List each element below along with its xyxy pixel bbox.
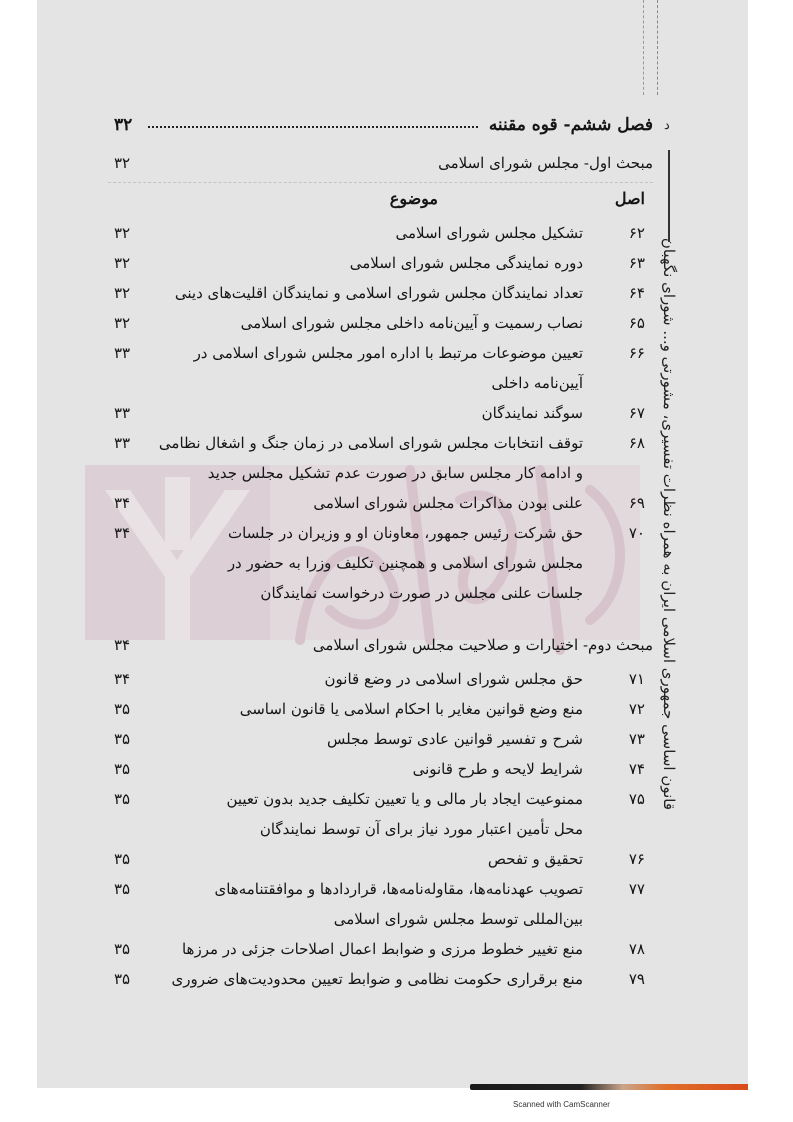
margin-rule xyxy=(657,0,659,95)
entry-subject: سوگند نمایندگان xyxy=(481,404,583,422)
toc-entry xyxy=(108,784,653,844)
page-number: ۳۵ xyxy=(114,760,131,778)
page-letter: د xyxy=(664,118,670,133)
toc-entry xyxy=(108,398,653,428)
chapter-title: فصل ششم- قوه مقننه xyxy=(488,115,653,135)
chapter-heading xyxy=(108,110,653,140)
article-number: ۷۹ xyxy=(628,970,645,988)
article-number: ۷۶ xyxy=(628,850,645,868)
toc-entry xyxy=(108,874,653,934)
page-number: ۳۳ xyxy=(114,344,131,362)
entry-subject: تشکیل مجلس شورای اسلامی xyxy=(395,224,583,242)
toc-entry xyxy=(108,488,653,518)
column-header-subject: موضوع xyxy=(389,189,438,208)
article-number: ۶۳ xyxy=(628,254,645,272)
entry-subject: آیین‌نامه داخلی xyxy=(491,374,583,392)
article-number: ۷۷ xyxy=(628,880,645,898)
article-number: ۷۴ xyxy=(628,760,645,778)
article-number: ۷۲ xyxy=(628,700,645,718)
page-number: ۳۵ xyxy=(114,940,131,958)
article-number: ۶۴ xyxy=(628,284,645,302)
toc-entry xyxy=(108,278,653,308)
toc-entry xyxy=(108,338,653,398)
entry-subject: منع تغییر خطوط مرزی و ضوابط اعمال اصلاحات جزئی در مرزها xyxy=(181,940,583,958)
toc-entry xyxy=(108,844,653,874)
entry-subject: حق مجلس شورای اسلامی در وضع قانون xyxy=(324,670,583,688)
toc-entry xyxy=(108,964,653,994)
article-number: ۶۵ xyxy=(628,314,645,332)
article-number: ۶۹ xyxy=(628,494,645,512)
section-heading xyxy=(108,630,653,660)
entry-subject: نصاب رسمیت و آیین‌نامه داخلی مجلس شورای اسلامی xyxy=(240,314,583,332)
toc-entry xyxy=(108,754,653,784)
page-number: ۳۴ xyxy=(114,524,131,542)
page-number: ۳۴ xyxy=(114,494,131,512)
toc-entry xyxy=(108,428,653,488)
toc-entry xyxy=(108,518,653,608)
page-number: ۳۲ xyxy=(114,115,133,135)
entry-subject: دوره نمایندگی مجلس شورای اسلامی xyxy=(349,254,583,272)
dot-leader xyxy=(148,116,478,128)
divider xyxy=(108,182,653,183)
scanner-watermark: Scanned with CamScanner xyxy=(513,1100,610,1109)
page-number: ۳۲ xyxy=(114,284,131,302)
entry-subject: تحقیق و تفحص xyxy=(487,850,583,868)
entry-subject: ممنوعیت ایجاد بار مالی و یا تعیین تکلیف جدید بدون تعیین xyxy=(226,790,583,808)
page-number: ۳۲ xyxy=(114,314,131,332)
entry-subject: علنی بودن مذاکرات مجلس شورای اسلامی xyxy=(313,494,583,512)
entry-subject: شرح و تفسیر قوانین عادی توسط مجلس xyxy=(326,730,583,748)
section-title: مبحث اول- مجلس شورای اسلامی xyxy=(438,154,653,172)
article-number: ۷۳ xyxy=(628,730,645,748)
page-number: ۳۴ xyxy=(114,636,131,654)
column-headers xyxy=(108,184,653,214)
article-number: ۶۸ xyxy=(628,434,645,452)
toc-entry xyxy=(108,664,653,694)
page-number: ۳۴ xyxy=(114,670,131,688)
running-header-rule xyxy=(668,150,670,242)
entry-subject: توقف انتخابات مجلس شورای اسلامی در زمان جنگ و اشغال نظامی xyxy=(158,434,583,452)
page-number: ۳۵ xyxy=(114,850,131,868)
page-number: ۳۲ xyxy=(114,224,131,242)
page-number: ۳۲ xyxy=(114,254,131,272)
page-number: ۳۵ xyxy=(114,700,131,718)
section-heading xyxy=(108,148,653,178)
page-number: ۳۵ xyxy=(114,880,131,898)
toc-entry xyxy=(108,724,653,754)
entry-subject: محل تأمین اعتبار مورد نیاز برای آن توسط نمایندگان xyxy=(259,820,583,838)
entry-subject: مجلس شورای اسلامی و همچنین تکلیف وزرا به حضور در xyxy=(227,554,583,572)
toc-entry xyxy=(108,248,653,278)
article-number: ۷۸ xyxy=(628,940,645,958)
section-title: مبحث دوم- اختیارات و صلاحیت مجلس شورای اسلامی xyxy=(312,636,653,654)
book-title: قانون اساسی جمهوری اسلامی ایران به همراه نظرات تفسیری، مشورتی و... شورای نگهبان xyxy=(660,237,678,810)
entry-subject: و ادامه کار مجلس سابق در صورت عدم تشکیل مجلس جدید xyxy=(207,464,583,482)
page-number: ۳۵ xyxy=(114,730,131,748)
entry-subject: حق شرکت رئیس جمهور، معاونان او و وزیران در جلسات xyxy=(227,524,583,542)
entry-subject: منع برقراری حکومت نظامی و ضوابط تعیین محدودیت‌های ضروری xyxy=(171,970,583,988)
entry-subject: جلسات علنی مجلس در صورت درخواست نمایندگان xyxy=(260,584,583,602)
article-number: ۶۷ xyxy=(628,404,645,422)
entry-subject: تعیین موضوعات مرتبط با اداره امور مجلس شورای اسلامی در xyxy=(193,344,583,362)
column-header-article: اصل xyxy=(614,189,645,208)
entry-subject: تصویب عهدنامه‌ها، مقاوله‌نامه‌ها، قراردادها و موافقتنامه‌های xyxy=(214,880,583,898)
entry-subject: شرایط لایحه و طرح قانونی xyxy=(412,760,583,778)
toc-entry xyxy=(108,308,653,338)
page-number: ۳۳ xyxy=(114,434,131,452)
margin-rule xyxy=(643,0,645,95)
article-number: ۷۵ xyxy=(628,790,645,808)
scan-edge xyxy=(470,1084,748,1090)
toc-entry xyxy=(108,934,653,964)
article-number: ۶۲ xyxy=(628,224,645,242)
toc-entry xyxy=(108,218,653,248)
article-number: ۶۶ xyxy=(628,344,645,362)
page-number: ۳۳ xyxy=(114,404,131,422)
entry-subject: منع وضع قوانین مغایر با احکام اسلامی یا قانون اساسی xyxy=(239,700,583,718)
page-number: ۳۵ xyxy=(114,970,131,988)
entry-subject: تعداد نمایندگان مجلس شورای اسلامی و نمایندگان اقلیت‌های دینی xyxy=(174,284,583,302)
entry-subject: بین‌المللی توسط مجلس شورای اسلامی xyxy=(333,910,583,928)
article-number: ۷۱ xyxy=(628,670,645,688)
toc-entry xyxy=(108,694,653,724)
page-number: ۳۲ xyxy=(114,154,131,172)
article-number: ۷۰ xyxy=(628,524,645,542)
page-number: ۳۵ xyxy=(114,790,131,808)
